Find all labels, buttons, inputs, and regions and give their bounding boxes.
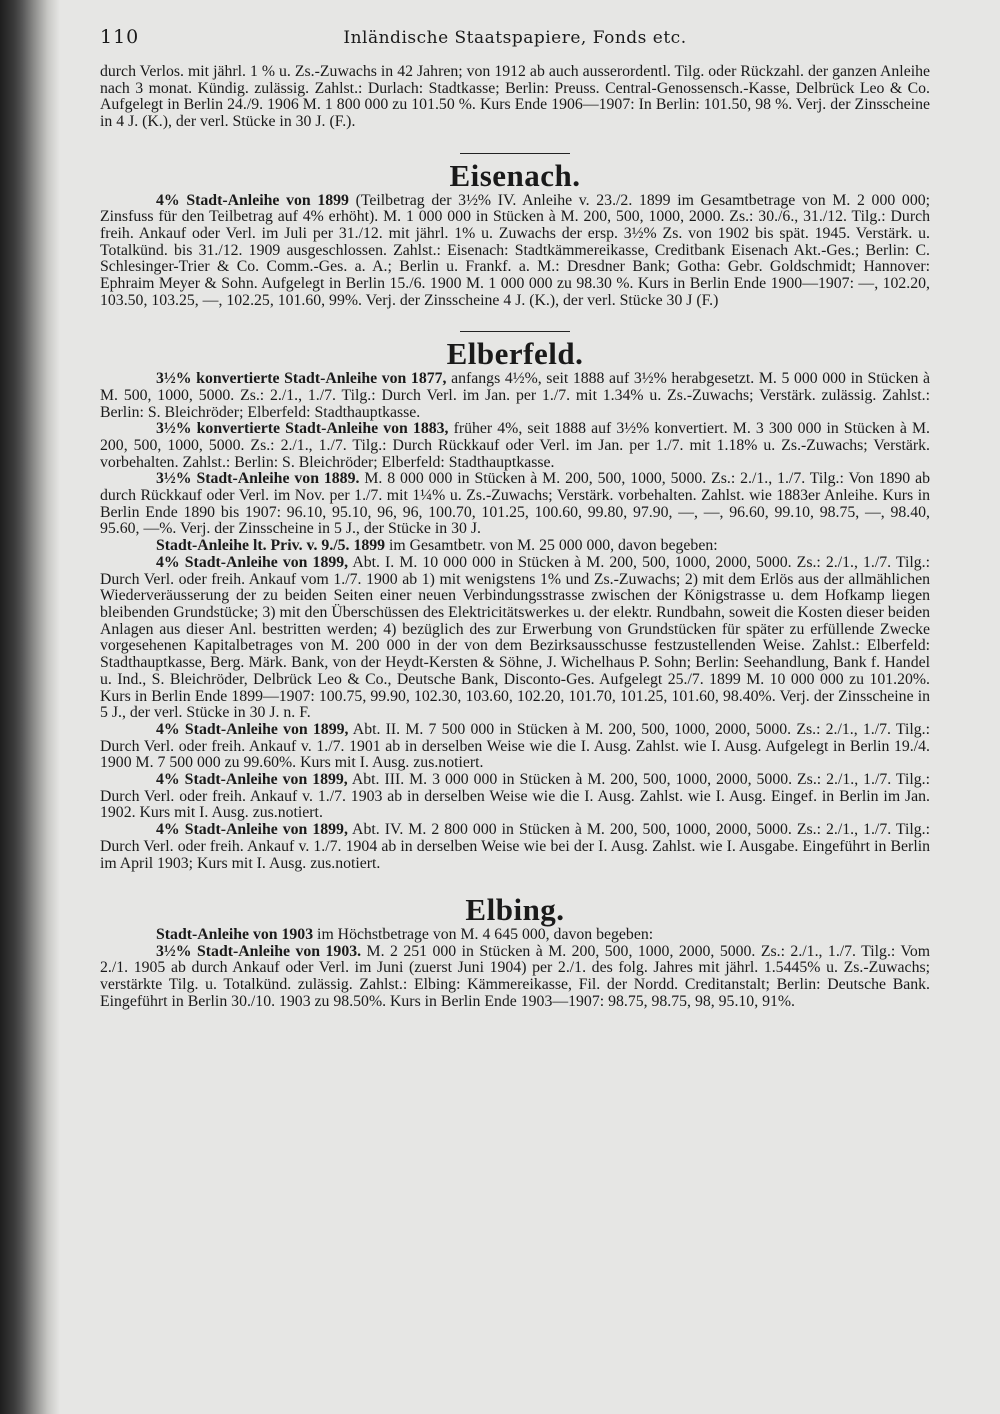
bond-heading: 4% Stadt-Anleihe von 1899 — [156, 191, 349, 209]
bond-heading: 3½% konvertierte Stadt-Anleihe von 1877, — [156, 370, 447, 388]
bond-entry — [100, 927, 930, 944]
section-title-elberfeld: Elberfeld. — [446, 336, 584, 372]
book-page — [100, 22, 930, 1402]
section-title-elbing: Elbing. — [465, 892, 565, 928]
bond-details: im Gesamtbetr. von M. 25 000 000, davon begeben: — [385, 537, 718, 555]
bond-details: Abt. II. M. 7 500 000 in Stücken à M. 200, 500, 1000, 2000, 5000. Zs.: 2./1., 1./7. Tilg.: Durch Verl. oder freih. Ankauf v. 1./7. 1901 ab in derselben Weise wie die I. Ausg. Zahlst. wie I. Ausg. Aufgelegt in Berlin 19./4. 1900 M. 7 500 000 zu 99.60%. Kurs mit I. Ausg. zus.notiert. — [100, 720, 931, 772]
bond-heading: 4% Stadt-Anleihe von 1899, — [156, 553, 349, 571]
bond-entry — [100, 772, 930, 822]
bond-heading: Stadt-Anleihe von 1903 — [156, 925, 314, 943]
bond-details: anfangs 4½%, seit 1888 auf 3½% herabgesetzt. M. 5 000 000 in Stücken à M. 500, 1000, 5000. Zs.: 2./1., 1./7. Tilg.: Durch Verl. im Jan. per 1./7. mit 1.34% u. Zs.-Zuwachs; Verstärk. zulässig. Zahlst.: Berlin: S. Bleichröder; Elberfeld: Stadthauptkasse. — [100, 370, 930, 421]
bond-heading: 4% Stadt-Anleihe von 1899, — [156, 720, 349, 738]
bond-heading: 3½% konvertierte Stadt-Anleihe von 1883, — [156, 420, 449, 438]
section-divider — [460, 153, 570, 154]
bond-entry — [100, 471, 930, 538]
bond-details: im Höchstbetrage von M. 4 645 000, davon begeben: — [313, 925, 654, 943]
bond-entry — [100, 822, 930, 872]
section-divider — [460, 331, 570, 332]
bond-details: Abt. IV. M. 2 800 000 in Stücken à M. 200, 500, 1000, 2000, 5000. Zs.: 2./1., 1./7. Tilg.: Durch Verl. oder freih. Ankauf v. 1./7. 1904 ab in derselben Weise wie bei der I. Ausg. Zahlst. wie I. Ausgabe. Eingeführt in Berlin im April 1903; Kurs mit I. Ausg. zus.notiert. — [100, 821, 931, 872]
bond-details: M. 8 000 000 in Stücken à M. 200, 500, 1000, 5000. Zs.: 2./1., 1./7. Tilg.: Von 1890 ab durch Rückkauf oder Verl. im Nov. per 1./7. mit 1¼% u. Zs.-Zuwachs; Verstärk. vorbehalten. Zahlst. wie 1883er Anleihe. Kurs in Berlin Ende 1890 bis 1907: 96.10, 95.10, 96, 96, 100.70, 101.25, 100.60, 99.80, 97.90, —, —, 96.60, 99.10, 98.75, —, 98.40, 95.60, —%. Verj. der Zinsscheine in 5 J., der Stücke in 30 J. — [100, 470, 931, 538]
bond-entry — [100, 555, 930, 722]
section-title-eisenach: Eisenach. — [449, 157, 581, 193]
bond-entry — [100, 193, 930, 310]
page-body — [100, 64, 930, 1010]
book-binding-shadow — [0, 0, 60, 1414]
bond-details: Abt. I. M. 10 000 000 in Stücken à M. 200, 500, 1000, 2000, 5000. Zs.: 2./1., 1./7. Tilg.: Durch Verl. oder freih. Ankauf vom 1./7. 1900 ab 1) mit wenigstens 1% und Zs.-Zuwachs; 2) mit dem Erlös aus der allmählichen Wiederveräusserung der zu beiden Seiten einer neuen Verbindungsstrasse zwischen der Königstrasse u. dem Hofkamp liegen bleibenden Grundstücke; 3) mit den Überschüssen des Elektricitätswerkes u. der elektr. Rundbahn, soweit die Kosten dieser beiden Anlagen aus dieser Anl. bestritten werden; 4) bezüglich des zur Erwerbung von Grundstücken für später zu erfüllende Zwecke vorgesehenen Kapitalbetrages von M. 200 000 in der von dem Bezirksausschusse festzustellenden Weise. Zahlst.: Elberfeld: Stadthauptkasse, Berg. Märk. Bank, von der Heydt-Kersten & Söhne, J. Wichelhaus P. Sohn; Berlin: Seehandlung, Bank f. Handel u. Ind., S. Bleichröder, Delbrück Leo & Co., Deutsche Bank, Disconto-Ges. Aufgelegt 25./7. 1899 M. 10 000 000 zu 101.20%. Kurs in Berlin Ende 1899—1907: 100.75, 99.90, 102.30, 103.60, 102.20, 101.70, 101.25, 101.60, 98.40%. Verj. der Zinsscheine in 5 J., der verl. Stücke in 30 J. n. F. — [100, 553, 930, 722]
bond-entry — [100, 722, 930, 772]
bond-entry — [100, 371, 930, 421]
bond-entry — [100, 538, 930, 555]
bond-heading: 3½% Stadt-Anleihe von 1889. — [156, 470, 360, 488]
bond-heading: 4% Stadt-Anleihe von 1899, — [156, 771, 348, 789]
bond-details: (Teilbetrag der 3½% IV. Anleihe v. 23./2. 1899 im Gesamtbetrage von M. 2 000 000; Zinsfuss für den Teilbetrag auf 4% erhöht). M. 1 000 000 in Stücken à M. 200, 500, 1000, 2000. Zs.: 30./6., 31./12. Tilg.: Durch freih. Ankauf oder Verl. im Juli per 31./12. mit jährl. 1% u. Zuwachs der ersp. 3½% Zs. von 1902 bis spät. 1945. Verstärk. u. Totalkünd. bis 31./12. 1909 ausgeschlossen. Zahlst.: Eisenach: Stadtkämmereikasse, Creditbank Eisenach Akt.-Ges.; Berlin: C. Schlesinger-Trier & Co. Comm.-Ges. a. A.; Berlin u. Frankf. a. M.: Dresdner Bank; Gotha: Gebr. Goldschmidt; Hannover: Ephraim Meyer & Sohn. Aufgelegt in Berlin 15./6. 1900 M. 1 000 000 zu 98.30 %. Kurs in Berlin Ende 1900—1907: —, 102.20, 103.50, 103.25, —, 102.25, 101.60, 99%. Verj. der Zinsscheine 4 J. (K.), der verl. Stücke 30 J (F.) — [100, 191, 931, 309]
bond-heading: 3½% Stadt-Anleihe von 1903. — [156, 942, 362, 960]
continuation-paragraph: durch Verlos. mit jährl. 1 % u. Zs.-Zuwachs in 42 Jahren; von 1912 ab auch ausserordentl. Tilg. oder Rückzahl. der ganzen Anleihe nach 3 monat. Kündig. zulässig. Zahlst.: Durlach: Stadtkasse; Berlin: Preuss. Central-Genossensch.-Kasse, Delbrück Leo & Co. Aufgelegt in Berlin 24./9. 1906 M. 1 800 000 zu 101.50 %. Kurs Ende 1906—1907: In Berlin: 101.50, 98 %. Verj. der Zinsscheine in 4 J. (K.), der verl. Stücke in 30 J. (F.). — [100, 63, 930, 131]
bond-details: früher 4%, seit 1888 auf 3½% konvertiert. M. 3 300 000 in Stücken à M. 200, 500, 1000, 5000. Zs.: 2./1., 1./7. Tilg.: Durch Rückkauf oder Verl. im Jan. per 1./7. mit 1.18% u. Zs.-Zuwachs; Verstärk. vorbehalten. Zahlst.: Berlin: S. Bleichröder; Elberfeld: Stadthauptkasse. — [100, 420, 930, 471]
bond-heading: Stadt-Anleihe lt. Priv. v. 9./5. 1899 — [156, 537, 386, 555]
running-title: Inländische Staatspapiere, Fonds etc. — [343, 28, 687, 48]
bond-details: M. 2 251 000 in Stücken à M. 200, 500, 1000, 2000, 5000. Zs.: 2./1., 1./7. Tilg.: Vom 2./1. 1905 ab durch Ankauf oder Verl. im Juni (zuerst Juni 1904) per 2./1. des folg. Jahres mit jährl. 1.5445% u. Zs.-Zuwachs; verstärkte Tilg. u. Totalkünd. zulässig. Zahlst.: Elbing: Kämmereikasse, Fil. der Nordd. Creditanstalt; Berlin: Deutsche Bank. Eingeführt in Berlin 30./10. 1903 zu 98.50%. Kurs in Berlin Ende 1903—1907: 98.75, 98.75, 98, 95.10, 91%. — [100, 942, 931, 1010]
bond-details: Abt. III. M. 3 000 000 in Stücken à M. 200, 500, 1000, 2000, 5000. Zs.: 2./1., 1./7. Tilg.: Durch Verl. oder freih. Ankauf v. 1./7. 1903 ab in derselben Weise wie die I. Ausg. Zahlst. wie I. Ausg. Eingef. in Berlin im Jan. 1902. Kurs mit I. Ausg. zus.notiert. — [100, 771, 930, 822]
bond-entry — [100, 944, 930, 1011]
running-head — [100, 22, 930, 52]
page-number: 110 — [100, 26, 140, 48]
bond-entry — [100, 421, 930, 471]
bond-heading: 4% Stadt-Anleihe von 1899, — [156, 821, 348, 839]
